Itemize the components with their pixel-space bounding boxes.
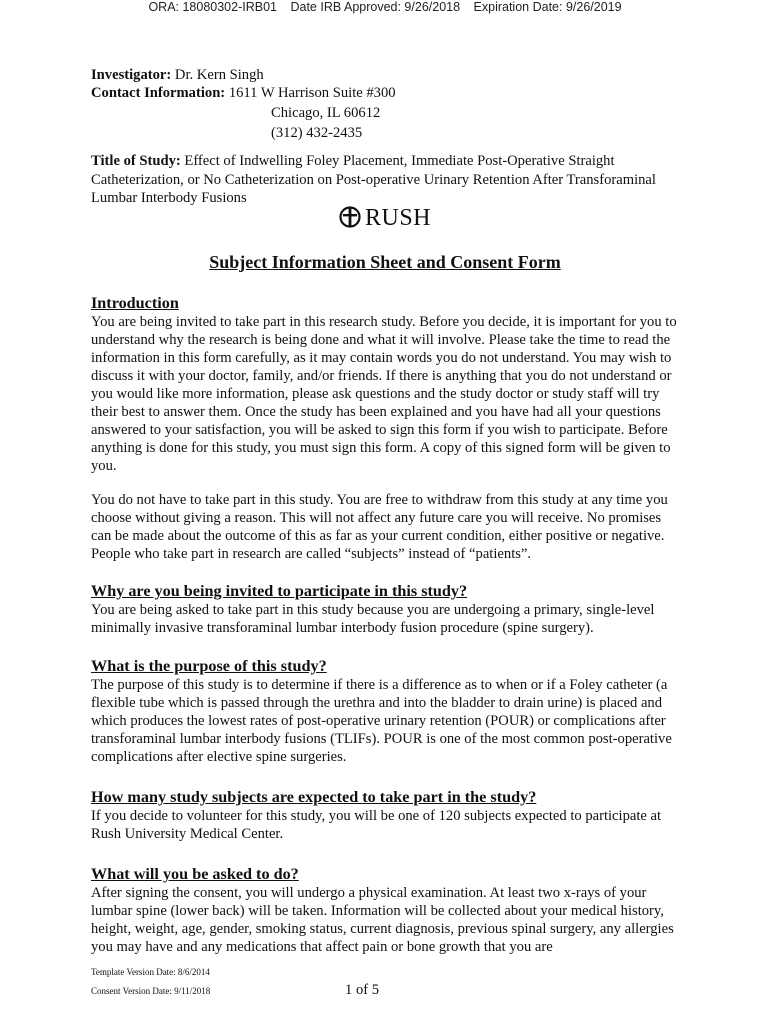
why-heading: Why are you being invited to participate in this study? bbox=[91, 582, 468, 600]
irb-expiration-date: Expiration Date: 9/26/2019 bbox=[473, 0, 622, 14]
contact-address-line2: Chicago, IL 60612 bbox=[271, 105, 381, 121]
asked-to-do-paragraph: After signing the consent, you will undergo a physical examination. At least two x-rays of your lumbar spine (lower back) will be taken. Information will be collected about your medical history, height, weight, age, gender, smoking status, current diagnosis, previous spinal surgery, any allergies you may have and any medications that affect pain or bone growth that you are bbox=[91, 885, 674, 955]
introduction-paragraph-1: You are being invited to take part in this research study. Before you decide, it is important for you to understand why the research is being done and what it will involve. Please take the time to read the information in this form carefully, as it may contain words you do not understand. You may wish to discuss it with your doctor, family, and/or friends. If there is anything that you do not understand or you would like more information, please ask questions and the study doctor or study staff will try their best to answer them. Once the study has been explained and you have had all your questions answered to your satisfaction, you will be asked to sign this form if you wish to participate. Before anything is done for this study, you must sign this form. A copy of this signed form will be given to you. bbox=[91, 314, 677, 474]
investigator-label: Investigator: bbox=[91, 67, 172, 83]
how-many-heading: How many study subjects are expected to take part in the study? bbox=[91, 788, 537, 806]
contact-address-line1: 1611 W Harrison Suite #300 bbox=[228, 85, 396, 101]
investigator-name: Dr. Kern Singh bbox=[174, 67, 264, 83]
contact-label: Contact Information: bbox=[91, 85, 226, 101]
purpose-paragraph: The purpose of this study is to determine if there is a difference as to when or if a Foley catheter (a flexible tube which is passed through the urethra and into the bladder to drain urine) is placed and which produces the lowest rates of post-operative urinary retention (POUR) or complications after transforaminal lumbar interbody fusions (TLIFs). POUR is one of the most common post-operative complications after elective spine surgeries. bbox=[91, 677, 672, 765]
why-paragraph: You are being asked to take part in this study because you are undergoing a primary, single-level minimally invasive transforaminal lumbar interbody fusion procedure (spine surgery). bbox=[91, 602, 655, 636]
rush-emblem-icon bbox=[339, 205, 361, 229]
asked-to-do-section bbox=[91, 884, 683, 956]
template-version-date: Template Version Date: 8/6/2014 bbox=[91, 967, 210, 977]
page-number: 1 of 5 bbox=[345, 982, 380, 998]
asked-to-do-heading: What will you be asked to do? bbox=[91, 865, 299, 883]
introduction-section bbox=[91, 313, 683, 475]
irb-approved-date: Date IRB Approved: 9/26/2018 bbox=[290, 0, 461, 14]
investigator-line bbox=[91, 66, 683, 84]
introduction-section-2 bbox=[91, 491, 683, 563]
how-many-paragraph: If you decide to volunteer for this study, you will be one of 120 subjects expected to participate at Rush University Medical Center. bbox=[91, 808, 662, 842]
study-title-label: Title of Study: bbox=[91, 153, 181, 169]
study-title-text: Effect of Indwelling Foley Placement, Immediate Post-Operative Straight Catheterization, or No Catheterization on Post-operative Urinary Retention After Transforaminal Lumbar Interbody Fusions bbox=[91, 153, 656, 206]
form-title: Subject Information Sheet and Consent Form bbox=[209, 252, 561, 272]
contact-line bbox=[91, 84, 683, 102]
rush-logo-text: RUSH bbox=[364, 205, 432, 231]
purpose-section bbox=[91, 676, 683, 766]
study-title bbox=[91, 152, 683, 208]
how-many-section bbox=[91, 807, 683, 843]
ora-number: ORA: 18080302-IRB01 bbox=[148, 0, 277, 14]
introduction-paragraph-2: You do not have to take part in this study. You are free to withdraw from this study at any time you choose without giving a reason. This will not affect any future care you will receive. No promises can be made about the outcome of this as far as your current condition, either positive or negative. People who take part in research are called “subjects” instead of “patients”. bbox=[91, 492, 668, 562]
contact-phone: (312) 432-2435 bbox=[271, 125, 363, 141]
consent-version-date: Consent Version Date: 9/11/2018 bbox=[91, 986, 211, 996]
why-section bbox=[91, 601, 683, 637]
irb-header bbox=[0, 0, 770, 14]
purpose-heading: What is the purpose of this study? bbox=[91, 657, 327, 675]
introduction-heading: Introduction bbox=[91, 294, 179, 312]
rush-logo bbox=[0, 205, 770, 232]
